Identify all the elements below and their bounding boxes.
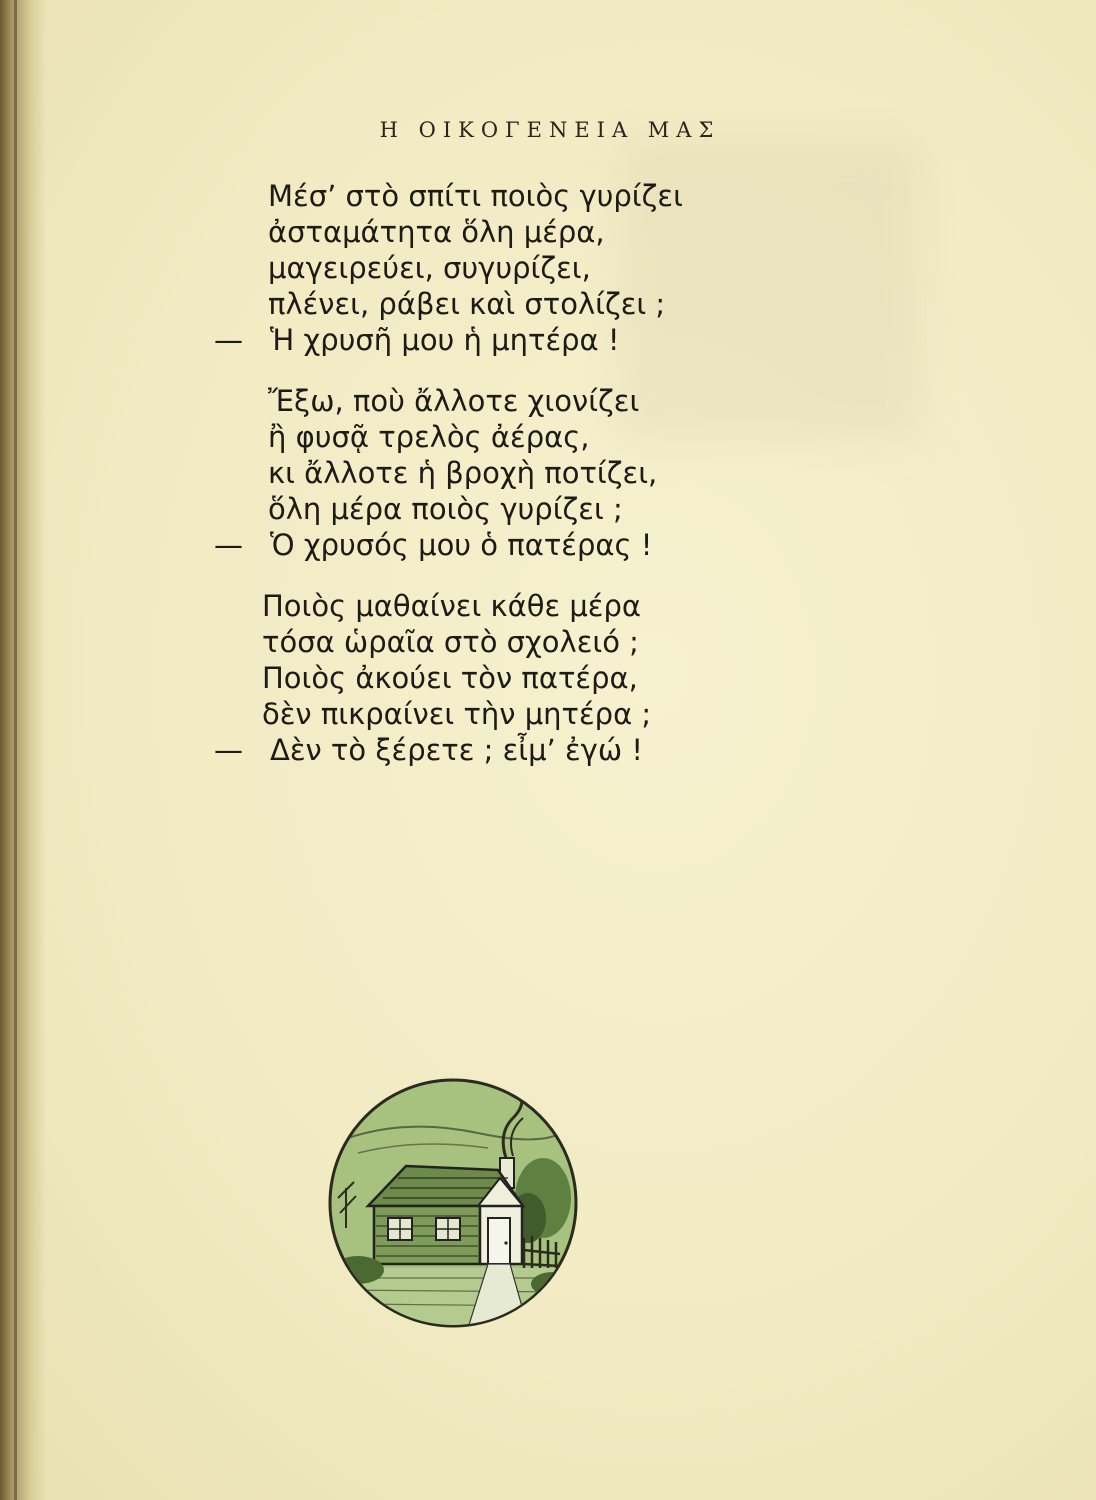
- poem-line: [214, 624, 814, 660]
- poem-line: [214, 491, 814, 527]
- poem: [214, 178, 814, 793]
- page-header: Η ΟΙΚΟΓΕΝΕΙΑ ΜΑΣ: [379, 118, 721, 142]
- stanza-3: [214, 588, 814, 768]
- line-dash: —: [214, 733, 243, 767]
- line-text: Ἡ χρυσῆ μου ἡ μητέρα !: [270, 323, 620, 357]
- line-text: μαγειρεύει, συγυρίζει,: [268, 251, 591, 285]
- line-dash: —: [214, 323, 243, 357]
- line-text: πλένει, ράβει καὶ στολίζει ;: [268, 287, 666, 321]
- poem-line: [214, 527, 814, 563]
- line-text: Ὁ χρυσός μου ὁ πατέρας !: [270, 528, 653, 562]
- line-text: ὅλη μέρα ποιὸς γυρίζει ;: [268, 492, 623, 526]
- line-text: ἢ φυσᾷ τρελὸς ἀέρας,: [268, 420, 590, 454]
- poem-line: [214, 383, 814, 419]
- poem-line: [214, 214, 814, 250]
- line-text: Ποιὸς μαθαίνει κάθε μέρα: [262, 589, 641, 623]
- poem-line: [214, 178, 814, 214]
- page-gutter-shadow: [0, 0, 46, 1500]
- line-text: Μέσ’ στὸ σπίτι ποιὸς γυρίζει: [268, 179, 683, 213]
- poem-line: [214, 455, 814, 491]
- poem-line: [214, 250, 814, 286]
- poem-line: [214, 696, 814, 732]
- poem-line: [214, 286, 814, 322]
- line-text: Ἔξω, ποὺ ἄλλοτε χιονίζει: [268, 384, 640, 418]
- stanza-1: [214, 178, 814, 358]
- line-text: ἀσταμάτητα ὅλη μέρα,: [268, 215, 605, 249]
- line-text: Δὲν τὸ ξέρετε ; εἶμ’ ἐγώ !: [270, 733, 643, 767]
- line-dash: —: [214, 528, 243, 562]
- cottage-vignette-icon: [328, 1078, 578, 1328]
- stanza-2: [214, 383, 814, 563]
- poem-line: [214, 660, 814, 696]
- poem-line: [214, 419, 814, 455]
- poem-line: [214, 322, 814, 358]
- line-text: δὲν πικραίνει τὴν μητέρα ;: [262, 697, 652, 731]
- poem-line: [214, 732, 814, 768]
- line-text: Ποιὸς ἀκούει τὸν πατέρα,: [262, 661, 638, 695]
- line-text: κι ἄλλοτε ἡ βροχὴ ποτίζει,: [268, 456, 658, 490]
- page-binding-line: [14, 0, 17, 1500]
- line-text: τόσα ὡραῖα στὸ σχολειό ;: [262, 625, 639, 659]
- poem-line: [214, 588, 814, 624]
